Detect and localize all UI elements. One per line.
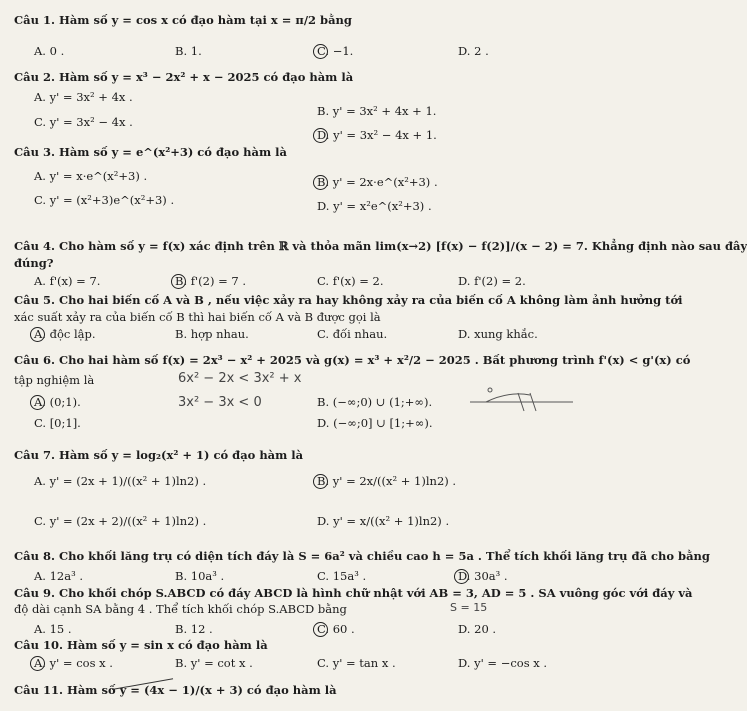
- q3-option-d[interactable]: D. y' = x²e^(x²+3) .: [317, 199, 432, 213]
- handwritten-work: 6x² − 2x < 3x² + x: [178, 371, 302, 386]
- q1-option-c[interactable]: C. −1.: [317, 44, 354, 58]
- q2-option-a[interactable]: A. y' = 3x² + 4x .: [34, 90, 133, 104]
- q8-option-c[interactable]: C. 15a³ .: [317, 569, 367, 583]
- q1-option-d[interactable]: D. 2 .: [458, 44, 489, 58]
- q5-option-b[interactable]: B. hợp nhau.: [175, 327, 249, 341]
- q8-title: Câu 8. Cho khối lăng trụ có diện tích đáy là S = 6a² và chiều cao h = 5a . Thể tích khối lăng trụ đã cho bằng: [14, 549, 710, 563]
- q4-title: Câu 4. Cho hàm số y = f(x) xác định trên ℝ và thỏa mãn lim(x→2) [f(x) − f(2)]/(x − 2) = 7. Khẳng định nào sau đây: [14, 239, 747, 253]
- q11-title: Câu 11. Hàm số y = (4x − 1)/(x + 3) có đạo hàm là: [14, 683, 337, 697]
- q9-option-d[interactable]: D. 20 .: [458, 622, 497, 636]
- handwritten-work: 3x² − 3x < 0: [178, 395, 262, 410]
- q4-option-c[interactable]: C. f'(x) = 2.: [317, 274, 384, 288]
- q4-title-cont: đúng?: [14, 256, 54, 270]
- q7-option-b[interactable]: B. y' = 2x/((x² + 1)ln2) .: [317, 474, 457, 488]
- q3-option-c[interactable]: C. y' = (x²+3)e^(x²+3) .: [34, 193, 175, 207]
- q3-option-a[interactable]: A. y' = x·e^(x²+3) .: [34, 169, 148, 183]
- answer-mark-circle: [313, 175, 328, 190]
- q8-option-d[interactable]: D. 30a³ .: [458, 569, 508, 583]
- q6-option-a[interactable]: A. (0;1).: [34, 395, 81, 409]
- q10-option-a[interactable]: A. y' = cos x .: [34, 656, 113, 670]
- answer-mark-circle: [30, 395, 45, 410]
- q4-option-d[interactable]: D. f'(2) = 2.: [458, 274, 526, 288]
- q5-option-a[interactable]: A. độc lập.: [34, 327, 96, 341]
- q2-option-b[interactable]: B. y' = 3x² + 4x + 1.: [317, 104, 437, 118]
- q4-option-a[interactable]: A. f'(x) = 7.: [34, 274, 101, 288]
- q9-option-b[interactable]: B. 12 .: [175, 622, 213, 636]
- q3-option-b[interactable]: B. y' = 2x·e^(x²+3) .: [317, 175, 438, 189]
- q10-option-d[interactable]: D. y' = −cos x .: [458, 656, 548, 670]
- answer-mark-circle: [171, 274, 186, 289]
- q9-option-c[interactable]: C. 60 .: [317, 622, 355, 636]
- q8-option-b[interactable]: B. 10a³ .: [175, 569, 225, 583]
- q7-option-c[interactable]: C. y' = (2x + 2)/((x² + 1)ln2) .: [34, 514, 207, 528]
- q10-option-c[interactable]: C. y' = tan x .: [317, 656, 396, 670]
- answer-mark-circle: [30, 656, 45, 671]
- q9-title-cont: độ dài cạnh SA bằng 4 . Thể tích khối chóp S.ABCD bằng: [14, 602, 347, 616]
- q6-title: Câu 6. Cho hai hàm số f(x) = 2x³ − x² + 2025 và g(x) = x³ + x²/2 − 2025 . Bất phương trình f'(x) < g'(x) có: [14, 353, 691, 367]
- q1-option-a[interactable]: A. 0 .: [34, 44, 65, 58]
- q5-option-d[interactable]: D. xung khắc.: [458, 327, 538, 341]
- q2-option-d[interactable]: D. y' = 3x² − 4x + 1.: [317, 128, 437, 142]
- q2-option-c[interactable]: C. y' = 3x² − 4x .: [34, 115, 133, 129]
- number-line-sketch: [468, 385, 578, 415]
- q9-title: Câu 9. Cho khối chóp S.ABCD có đáy ABCD là hình chữ nhật với AB = 3, AD = 5 . SA vuông góc với đáy và: [14, 586, 693, 600]
- answer-mark-circle: [454, 569, 469, 584]
- q6-option-d[interactable]: D. (−∞;0] ∪ [1;+∞).: [317, 416, 433, 430]
- answer-mark-circle: [313, 622, 328, 637]
- q5-title-cont: xác suất xảy ra của biến cố B thì hai biến cố A và B được gọi là: [14, 310, 381, 324]
- q7-title: Câu 7. Hàm số y = log₂(x² + 1) có đạo hàm là: [14, 448, 304, 462]
- q6-title-cont: tập nghiệm là: [14, 373, 95, 387]
- q10-title: Câu 10. Hàm số y = sin x có đạo hàm là: [14, 638, 268, 652]
- answer-mark-circle: [30, 327, 45, 342]
- q8-option-a[interactable]: A. 12a³ .: [34, 569, 84, 583]
- q7-option-a[interactable]: A. y' = (2x + 1)/((x² + 1)ln2) .: [34, 474, 207, 488]
- q1-title: Câu 1. Hàm số y = cos x có đạo hàm tại x = π/2 bằng: [14, 13, 352, 27]
- handwritten-note: S = 15: [450, 601, 488, 614]
- q9-option-a[interactable]: A. 15 .: [34, 622, 72, 636]
- q5-title: Câu 5. Cho hai biến cố A và B , nếu việc xảy ra hay không xảy ra của biến cố A không làm ảnh hưởng tới: [14, 293, 683, 307]
- q6-option-c[interactable]: C. [0;1].: [34, 416, 81, 430]
- q2-title: Câu 2. Hàm số y = x³ − 2x² + x − 2025 có đạo hàm là: [14, 70, 354, 84]
- q7-option-d[interactable]: D. y' = x/((x² + 1)ln2) .: [317, 514, 450, 528]
- q1-option-b[interactable]: B. 1.: [175, 44, 202, 58]
- q4-option-b[interactable]: B. f'(2) = 7 .: [175, 274, 247, 288]
- answer-mark-circle: [313, 44, 328, 59]
- q5-option-c[interactable]: C. đối nhau.: [317, 327, 388, 341]
- answer-mark-circle: [313, 474, 328, 489]
- q6-option-b[interactable]: B. (−∞;0) ∪ (1;+∞).: [317, 395, 433, 409]
- q3-title: Câu 3. Hàm số y = e^(x²+3) có đạo hàm là: [14, 145, 287, 159]
- answer-mark-circle: [313, 128, 328, 143]
- q10-option-b[interactable]: B. y' = cot x .: [175, 656, 253, 670]
